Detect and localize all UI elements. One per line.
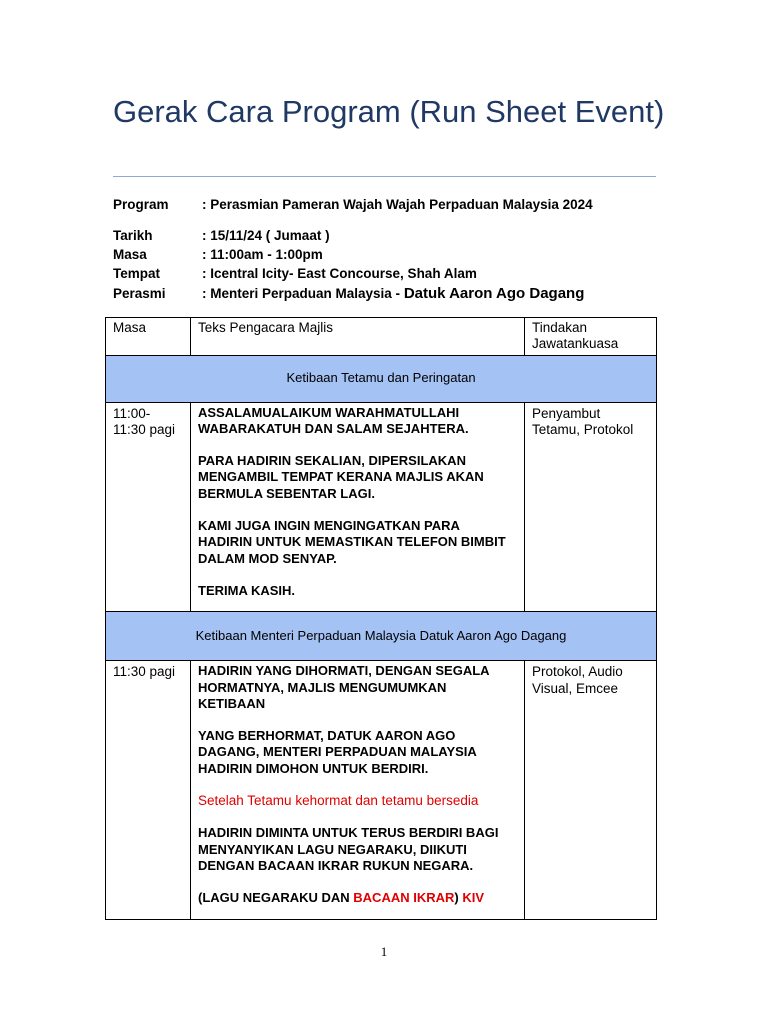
section-heading: Ketibaan Tetamu dan Peringatan bbox=[106, 355, 657, 402]
section-heading-row bbox=[106, 612, 657, 661]
document-title: Gerak Cara Program (Run Sheet Event) bbox=[113, 94, 665, 129]
info-label: Tempat bbox=[113, 266, 161, 281]
time-cell: 11:00- 11:30 pagi bbox=[106, 402, 191, 612]
script-paragraph: ASSALAMUALAIKUM WARAHMATULLAHI WABARAKATUH DAN SALAM SEJAHTERA. bbox=[198, 404, 469, 436]
info-label: Perasmi bbox=[113, 286, 166, 301]
title-divider bbox=[113, 176, 656, 177]
info-label: Masa bbox=[113, 247, 147, 262]
script-paragraph: KAMI JUGA INGIN MENGINGATKAN PARA HADIRIN UNTUK MEMASTIKAN TELEFON BIMBIT DALAM MOD SENYAP. bbox=[198, 518, 506, 566]
script-cell bbox=[191, 661, 525, 919]
script-paragraph: TERIMA KASIH. bbox=[198, 582, 296, 598]
action-cell: Penyambut Tetamu, Protokol bbox=[525, 402, 657, 612]
header-masa: Masa bbox=[106, 318, 191, 356]
script-cell bbox=[191, 402, 525, 612]
info-value: : Icentral Icity- East Concourse, Shah Alam bbox=[202, 266, 477, 281]
script-paragraph: HADIRIN DIMINTA UNTUK TERUS BERDIRI BAGI MENYANYIKAN LAGU NEGARAKU, DIIKUTI DENGAN BACAAN IKRAR RUKUN NEGARA. bbox=[198, 825, 499, 873]
table-row bbox=[106, 661, 657, 919]
info-value: : Perasmian Pameran Wajah Wajah Perpaduan Malaysia 2024 bbox=[202, 197, 593, 212]
header-tindakan: Tindakan Jawatankuasa bbox=[525, 318, 657, 356]
info-value: : 11:00am - 1:00pm bbox=[202, 247, 323, 262]
section-heading-row bbox=[106, 355, 657, 402]
info-value: : 15/11/24 ( Jumaat ) bbox=[202, 228, 330, 243]
run-sheet-table bbox=[105, 317, 657, 920]
last-line-text: (LAGU NEGARAKU DAN bbox=[198, 890, 354, 906]
script-note: Setelah Tetamu kehormat dan tetamu bersedia bbox=[198, 793, 479, 809]
info-value-main: : Menteri Perpaduan Malaysia - bbox=[202, 286, 404, 301]
script-paragraph: HADIRIN YANG DIHORMATI, DENGAN SEGALA HORMATNYA, MAJLIS MENGUMUMKAN KETIBAAN bbox=[198, 663, 490, 711]
header-teks: Teks Pengacara Majlis bbox=[191, 318, 525, 356]
table-row bbox=[106, 402, 657, 612]
last-line-close: ) bbox=[454, 890, 463, 906]
script-paragraph: PARA HADIRIN SEKALIAN, DIPERSILAKAN MENGAMBIL TEMPAT KERANA MAJLIS AKAN BERMULA SEBENTAR LAGI. bbox=[198, 453, 484, 501]
script-last-line bbox=[198, 890, 517, 906]
kiv-text: KIV bbox=[462, 890, 485, 906]
action-cell: Protokol, Audio Visual, Emcee bbox=[525, 661, 657, 919]
info-label: Program bbox=[113, 197, 169, 212]
info-value-extra: Datuk Aaron Ago Dagang bbox=[403, 285, 585, 302]
info-value bbox=[202, 285, 584, 303]
bacaan-ikrar-text: BACAAN IKRAR bbox=[353, 890, 455, 906]
table-header-row bbox=[106, 318, 657, 356]
script-paragraph: YANG BERHORMAT, DATUK AARON AGO DAGANG, MENTERI PERPADUAN MALAYSIA HADIRIN DIMOHON UNTUK BERDIRI. bbox=[198, 728, 477, 776]
time-cell: 11:30 pagi bbox=[106, 661, 191, 919]
section-heading: Ketibaan Menteri Perpaduan Malaysia Datuk Aaron Ago Dagang bbox=[106, 612, 657, 661]
info-label: Tarikh bbox=[113, 228, 153, 243]
page-number: 1 bbox=[380, 944, 388, 959]
